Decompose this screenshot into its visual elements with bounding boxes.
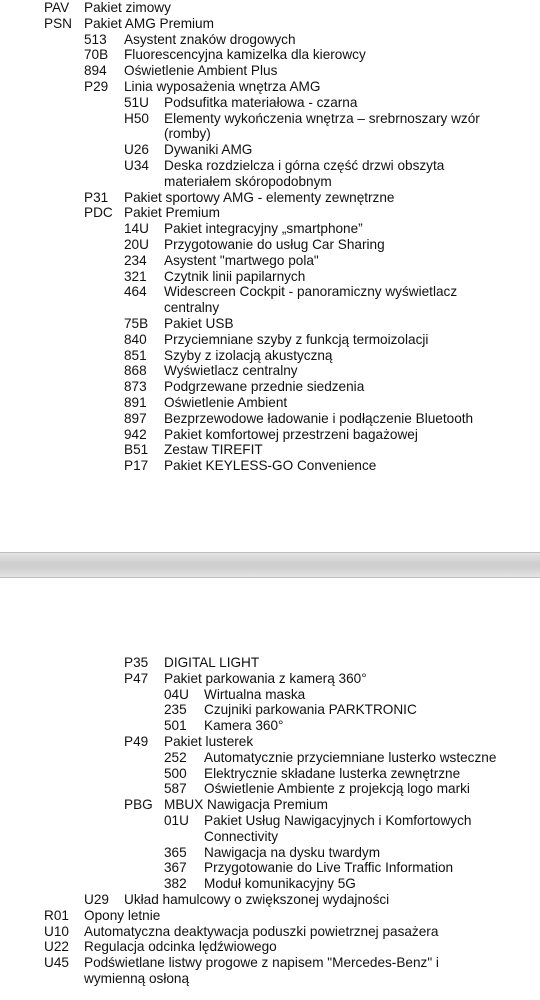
equipment-row [44,939,502,955]
option-description: Pakiet Premium [124,205,220,221]
option-code: 252 [164,749,187,765]
option-code: 70B [84,47,109,63]
equipment-row [124,158,502,190]
equipment-row [124,269,502,285]
option-description: Czytnik linii papilarnych [164,268,306,284]
option-code: 851 [124,347,147,363]
equipment-row [164,813,502,845]
option-description: Oświetlenie Ambient Plus [124,63,278,79]
equipment-row [124,797,502,813]
equipment-row [84,205,502,221]
equipment-row [124,221,502,237]
option-description: Nawigacja na dysku twardym [204,844,381,860]
option-description: Pakiet parkowania z kamerą 360° [164,670,367,686]
option-code: 942 [124,426,147,442]
equipment-row [44,0,502,16]
document-page-bottom [0,578,540,1000]
option-code: 513 [84,31,107,47]
option-description: Pakiet USB [164,316,234,331]
option-description: Pakiet zimowy [84,0,171,15]
equipment-row [164,750,502,766]
option-description: Pakiet lusterek [164,734,254,749]
equipment-row [84,892,502,908]
equipment-row [84,32,502,48]
option-code: 321 [124,268,147,284]
option-description: Asystent "martwego pola" [164,252,319,268]
equipment-row [84,47,502,63]
equipment-row [44,16,502,32]
equipment-row [124,253,502,269]
option-code: 234 [124,252,147,268]
option-code: 235 [164,702,187,718]
option-code: 01U [164,813,189,828]
equipment-row [164,687,502,703]
equipment-row [124,442,502,458]
equipment-row [164,860,502,876]
option-code: P49 [124,734,149,749]
option-description: Przygotowanie do usług Car Sharing [164,237,385,252]
equipment-row [124,671,502,687]
option-description: Przygotowanie do Live Traffic Information [204,860,454,876]
option-code: R01 [44,907,69,923]
equipment-row [124,284,502,316]
option-description: Regulacja odcinka lędźwiowego [84,939,277,955]
equipment-row [164,702,502,718]
option-description: Oświetlenie Ambiente z projekcją logo marki [204,781,470,797]
option-description: Oświetlenie Ambient [164,395,288,410]
equipment-row [164,718,502,734]
option-description: MBUX Nawigacja Premium [164,797,328,813]
option-code: 04U [164,686,189,702]
option-description: Przyciemniane szyby z funkcją termoizolacji [164,331,429,347]
equipment-row [124,734,502,750]
option-code: 501 [164,718,187,734]
option-description: Pakiet komfortowej przestrzeni bagażowej [164,426,418,442]
equipment-row [124,111,502,143]
equipment-row [164,781,502,797]
option-code: H50 [124,110,149,126]
option-code: PDC [84,205,113,221]
option-description: Pakiet KEYLESS-GO Convenience [164,458,377,474]
option-code: P29 [84,79,109,94]
equipment-row [124,427,502,443]
option-description: DIGITAL LIGHT [164,655,260,670]
equipment-row [124,95,502,111]
equipment-row [84,79,502,95]
equipment-row [124,395,502,411]
option-code: 868 [124,363,147,379]
equipment-row [84,63,502,79]
option-description: Wirtualna maska [204,686,306,702]
option-code: P47 [124,670,149,686]
option-code: 367 [164,860,187,876]
equipment-row [124,458,502,474]
option-description: Podsufitka materiałowa - czarna [164,94,358,110]
option-code: 20U [124,237,149,252]
option-description: Pakiet Usług Nawigacyjnych i Komfortowych Connectivity [204,813,472,844]
option-code: P17 [124,458,149,474]
option-code: U45 [44,955,69,971]
option-code: 587 [164,781,187,797]
equipment-row [44,908,502,924]
option-description: Linia wyposażenia wnętrza AMG [124,79,321,94]
option-code: U26 [124,142,149,158]
option-description: Podświetlane listwy progowe z napisem "Mercedes-Benz" i wymienną osłoną [84,955,439,986]
equipment-row [164,876,502,892]
option-code: B51 [124,442,149,458]
equipment-row [124,142,502,158]
option-description: Moduł komunikacyjny 5G [204,876,356,892]
option-code: P31 [84,189,109,205]
equipment-row [124,332,502,348]
option-description: Elementy wykończenia wnętrza – srebrnoszary wzór (romby) [164,110,480,142]
option-description: Zestaw TIREFIT [164,442,263,458]
option-description: Opony letnie [84,907,161,923]
option-description: Szyby z izolacją akustyczną [164,347,333,363]
option-code: 873 [124,379,147,395]
option-code: 365 [164,844,187,860]
option-code: 897 [124,410,147,426]
option-code: PBG [124,797,153,813]
equipment-row [124,348,502,364]
option-code: 14U [124,221,149,237]
option-code: PSN [44,15,72,31]
option-description: Automatycznie przyciemniane lusterko wsteczne [204,749,497,765]
equipment-row [44,955,502,987]
option-code: U29 [84,892,109,907]
option-code: 51U [124,94,149,110]
option-code: 75B [124,316,149,331]
equipment-row [124,316,502,332]
equipment-row [164,845,502,861]
option-code: 500 [164,765,187,781]
option-description: Automatyczna deaktywacja poduszki powietrznej pasażera [84,923,439,939]
option-description: Elektrycznie składane lusterka zewnętrzne [204,765,461,781]
equipment-row [124,655,502,671]
option-code: U10 [44,923,69,939]
option-code: 840 [124,331,147,347]
option-code: U22 [44,939,69,955]
equipment-row [124,237,502,253]
equipment-row [84,190,502,206]
option-description: Deska rozdzielcza i górna część drzwi obszyta materiałem skóropodobnym [164,158,445,189]
equipment-row [124,411,502,427]
option-description: Asystent znaków drogowych [124,31,296,47]
option-description: Czujniki parkowania PARKTRONIC [204,702,417,718]
equipment-row [164,766,502,782]
option-description: Kamera 360° [204,718,284,734]
option-code: PAV [44,0,70,15]
option-description: Pakiet AMG Premium [84,15,214,31]
page-separator [0,552,540,578]
equipment-row [124,379,502,395]
option-description: Fluorescencyjna kamizelka dla kierowcy [124,47,366,63]
option-code: 464 [124,284,147,300]
option-code: P35 [124,655,149,670]
option-description: Widescreen Cockpit - panoramiczny wyświetlacz centralny [164,284,458,316]
option-code: U34 [124,158,149,173]
option-description: Układ hamulcowy o zwiększonej wydajności [124,892,390,907]
option-description: Dywaniki AMG [164,142,253,158]
option-description: Bezprzewodowe ładowanie i podłączenie Bluetooth [164,410,474,426]
option-description: Podgrzewane przednie siedzenia [164,379,365,395]
equipment-row [124,363,502,379]
option-description: Pakiet integracyjny „smartphone” [164,221,363,237]
option-code: 891 [124,395,147,410]
option-description: Pakiet sportowy AMG - elementy zewnętrzne [124,189,395,205]
option-description: Wyświetlacz centralny [164,363,298,379]
option-code: 894 [84,63,107,79]
equipment-row [44,924,502,940]
option-code: 382 [164,876,187,892]
